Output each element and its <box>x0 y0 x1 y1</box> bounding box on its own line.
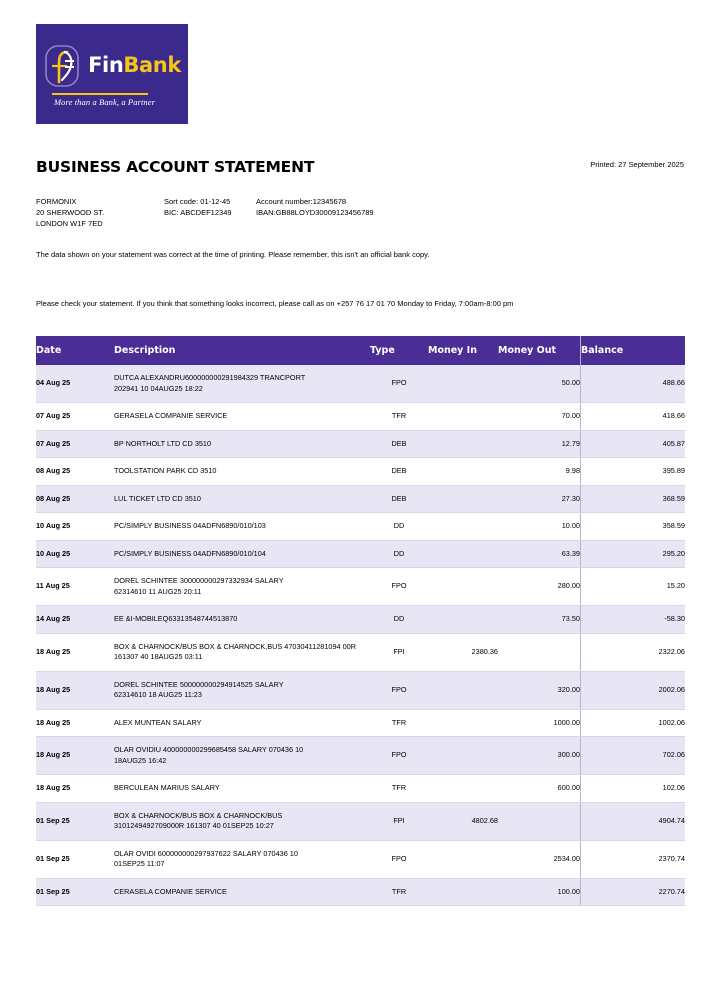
cell-type: FPO <box>370 840 428 878</box>
data-accuracy-notice: The data shown on your statement was correct at the time of printing. Please remember, this isn't an official bank copy. <box>36 250 430 259</box>
description-line-2: 62314610 18 AUG25 11:23 <box>114 690 202 699</box>
description-line-1: DOREL SCHINTEE 300000000297332934 SALARY <box>114 576 284 585</box>
cell-description <box>114 840 370 878</box>
cell-money-in <box>428 606 498 634</box>
account-number: Account number:12345678 <box>256 197 347 206</box>
table-row <box>36 633 685 671</box>
cell-money-in <box>428 430 498 458</box>
description-line-1: DOREL SCHINTEE 500000000294914525 SALARY <box>114 679 284 689</box>
logo-row <box>43 42 181 90</box>
cell-description <box>114 513 370 541</box>
table-row <box>36 840 685 878</box>
cell-money-in: 4802.68 <box>428 802 498 840</box>
cell-date: 18 Aug 25 <box>36 775 114 803</box>
cell-type: DD <box>370 513 428 541</box>
bic-row <box>164 207 504 218</box>
cell-description <box>114 485 370 513</box>
description-line-1: CERASELA COMPANIE SERVICE <box>114 886 227 896</box>
cell-money-in <box>428 458 498 486</box>
cell-money-in <box>428 365 498 403</box>
cell-balance: 15.20 <box>581 568 686 606</box>
cell-date: 07 Aug 25 <box>36 403 114 431</box>
cell-description <box>114 802 370 840</box>
table-row <box>36 606 685 634</box>
cell-description <box>114 775 370 803</box>
cell-balance: 4904.74 <box>581 802 686 840</box>
cell-balance: 2322.06 <box>581 633 686 671</box>
cell-date: 14 Aug 25 <box>36 606 114 634</box>
cell-description <box>114 671 370 709</box>
address-line-2: LONDON W1F 7ED <box>36 219 103 228</box>
cell-date: 08 Aug 25 <box>36 485 114 513</box>
table-row <box>36 737 685 775</box>
cell-type: FPO <box>370 671 428 709</box>
customer-address <box>36 196 164 229</box>
table-row <box>36 568 685 606</box>
cell-money-out: 1000.00 <box>498 709 581 737</box>
cell-date: 18 Aug 25 <box>36 671 114 709</box>
table-row <box>36 513 685 541</box>
cell-money-in <box>428 513 498 541</box>
description-line-1: PC/SIMPLY BUSINESS 04ADFN6890/010/104 <box>114 548 266 558</box>
cell-balance: 418.66 <box>581 403 686 431</box>
table-row <box>36 802 685 840</box>
description-line-1: BOX & CHARNOCK/BUS BOX & CHARNOCK/BUS <box>114 810 283 820</box>
description-line-1: TOOLSTATION PARK CD 3510 <box>114 466 217 475</box>
cell-description <box>114 737 370 775</box>
bank-logo <box>36 24 188 124</box>
description-line-1: OLAR OVIDI 600000000297937622 SALARY 070436 10 <box>114 848 298 858</box>
cell-balance: 702.06 <box>581 737 686 775</box>
logo-divider <box>52 93 148 95</box>
cell-date: 18 Aug 25 <box>36 633 114 671</box>
column-header-balance: Balance <box>581 336 686 365</box>
cell-money-out: 300.00 <box>498 737 581 775</box>
cell-money-out: 70.00 <box>498 403 581 431</box>
column-header-date: Date <box>36 336 114 365</box>
cell-balance: 488.66 <box>581 365 686 403</box>
cell-date: 18 Aug 25 <box>36 737 114 775</box>
table-row <box>36 775 685 803</box>
account-info <box>36 196 504 229</box>
cell-date: 04 Aug 25 <box>36 365 114 403</box>
cell-money-in <box>428 671 498 709</box>
stylized-f-monogram-icon <box>43 42 83 90</box>
cell-balance: 2370.74 <box>581 840 686 878</box>
logo-tagline: More than a Bank, a Partner <box>54 96 156 107</box>
cell-type: FPI <box>370 633 428 671</box>
table-row <box>36 709 685 737</box>
logo-wordmark <box>88 55 181 76</box>
cell-money-out: 73.50 <box>498 606 581 634</box>
cell-date: 18 Aug 25 <box>36 709 114 737</box>
cell-money-out <box>498 802 581 840</box>
cell-money-out: 9.98 <box>498 458 581 486</box>
contact-notice: Please check your statement. If you think that something looks incorrect, please call as on +257 76 17 01 70 Monday to Friday, 7:00am-8:00 pm <box>36 299 514 308</box>
cell-money-out: 63.39 <box>498 540 581 568</box>
cell-description <box>114 633 370 671</box>
cell-money-out: 280.00 <box>498 568 581 606</box>
table-header-row <box>36 336 685 365</box>
cell-description <box>114 568 370 606</box>
cell-type: FPI <box>370 802 428 840</box>
cell-date: 08 Aug 25 <box>36 458 114 486</box>
description-line-2: 18AUG25 16:42 <box>114 755 167 765</box>
transactions-table <box>36 336 685 906</box>
description-line-1: DUTCA ALEXANDRU600000000291984329 TRANCPORT <box>114 373 306 382</box>
cell-type: TFR <box>370 775 428 803</box>
cell-balance: 2270.74 <box>581 878 686 906</box>
description-line-1: EE &I-MOBILEQ63313548744513870 <box>114 614 238 623</box>
iban-code: IBAN:GB88LOYD30009123456789 <box>256 208 374 217</box>
cell-balance: 295.20 <box>581 540 686 568</box>
cell-type: DEB <box>370 430 428 458</box>
cell-type: DEB <box>370 458 428 486</box>
column-header-money-out: Money Out <box>498 336 581 365</box>
cell-money-out: 100.00 <box>498 878 581 906</box>
cell-money-in <box>428 737 498 775</box>
bic-code: BIC: ABCDEF12349 <box>164 208 232 217</box>
cell-money-out: 12.79 <box>498 430 581 458</box>
cell-balance: 368.59 <box>581 485 686 513</box>
description-line-1: BOX & CHARNOCK/BUS BOX & CHARNOCK,BUS 47030411281094 00R <box>114 641 356 651</box>
customer-name: FORMONIX <box>36 197 77 206</box>
account-identifiers <box>164 196 504 229</box>
cell-description <box>114 606 370 634</box>
cell-money-in <box>428 775 498 803</box>
cell-date: 11 Aug 25 <box>36 568 114 606</box>
description-line-1: OLAR OVIDIU 400000000299685458 SALARY 070436 10 <box>114 745 304 754</box>
description-line-2: 161307 40 18AUG25 03:11 <box>114 652 203 661</box>
description-line-1: ALEX MUNTEAN SALARY <box>114 717 202 727</box>
logo-name-part2: Bank <box>123 53 181 77</box>
cell-description <box>114 540 370 568</box>
cell-money-in <box>428 540 498 568</box>
cell-description <box>114 709 370 737</box>
cell-type: TFR <box>370 709 428 737</box>
cell-balance: 395.89 <box>581 458 686 486</box>
description-line-1: BP NORTHOLT LTD CD 3510 <box>114 438 212 448</box>
cell-description <box>114 430 370 458</box>
cell-type: FPO <box>370 737 428 775</box>
cell-type: FPO <box>370 365 428 403</box>
cell-description <box>114 365 370 403</box>
page-title: BUSINESS ACCOUNT STATEMENT <box>36 158 315 176</box>
description-line-2: 202941 10 04AUG25 18:22 <box>114 383 203 393</box>
cell-date: 01 Sep 25 <box>36 802 114 840</box>
cell-money-in <box>428 403 498 431</box>
description-line-1: PC/SIMPLY BUSINESS 04ADFN6890/010/103 <box>114 521 266 530</box>
cell-money-out <box>498 633 581 671</box>
cell-date: 07 Aug 25 <box>36 430 114 458</box>
cell-date: 01 Sep 25 <box>36 840 114 878</box>
cell-money-out: 50.00 <box>498 365 581 403</box>
cell-description <box>114 403 370 431</box>
column-header-type: Type <box>370 336 428 365</box>
cell-money-out: 10.00 <box>498 513 581 541</box>
cell-type: DD <box>370 540 428 568</box>
cell-balance: -58.30 <box>581 606 686 634</box>
description-line-2: 62314610 11 AUG25 20:11 <box>114 586 202 596</box>
column-header-description: Description <box>114 336 370 365</box>
table-row <box>36 485 685 513</box>
sort-code-row <box>164 196 504 207</box>
cell-balance: 358.59 <box>581 513 686 541</box>
description-line-1: BERCULEAN MARIUS SALARY <box>114 783 220 792</box>
table-row <box>36 403 685 431</box>
cell-money-in <box>428 840 498 878</box>
address-line-1: 20 SHERWOOD ST. <box>36 208 105 217</box>
cell-money-out: 2534.00 <box>498 840 581 878</box>
cell-type: TFR <box>370 403 428 431</box>
table-body <box>36 365 685 906</box>
cell-date: 10 Aug 25 <box>36 540 114 568</box>
cell-money-in <box>428 878 498 906</box>
table-row <box>36 365 685 403</box>
printed-date: Printed: 27 September 2025 <box>590 160 684 169</box>
cell-balance: 1002.06 <box>581 709 686 737</box>
cell-date: 10 Aug 25 <box>36 513 114 541</box>
cell-money-in <box>428 709 498 737</box>
cell-balance: 2002.06 <box>581 671 686 709</box>
cell-money-in: 2380.36 <box>428 633 498 671</box>
cell-description <box>114 458 370 486</box>
cell-type: TFR <box>370 878 428 906</box>
table-header <box>36 336 685 365</box>
description-line-1: GERASELA COMPANIE SERVICE <box>114 411 228 420</box>
table-row <box>36 671 685 709</box>
column-header-money-in: Money In <box>428 336 498 365</box>
table-row <box>36 430 685 458</box>
cell-money-out: 320.00 <box>498 671 581 709</box>
cell-type: DD <box>370 606 428 634</box>
cell-description <box>114 878 370 906</box>
cell-money-in <box>428 485 498 513</box>
cell-balance: 102.06 <box>581 775 686 803</box>
cell-balance: 405.87 <box>581 430 686 458</box>
cell-money-out: 600.00 <box>498 775 581 803</box>
cell-type: FPO <box>370 568 428 606</box>
cell-type: DEB <box>370 485 428 513</box>
table-row <box>36 540 685 568</box>
table-row <box>36 458 685 486</box>
table-row <box>36 878 685 906</box>
cell-money-out: 27.30 <box>498 485 581 513</box>
description-line-2: 3101249492709000R 161307 40 01SEP25 10:27 <box>114 821 274 830</box>
sort-code: Sort code: 01-12-45 <box>164 197 231 206</box>
description-line-2: 01SEP25 11:07 <box>114 859 165 868</box>
title-row <box>36 158 684 176</box>
logo-name-part1: Fin <box>88 53 124 77</box>
cell-date: 01 Sep 25 <box>36 878 114 906</box>
description-line-1: LUL TICKET LTD CD 3510 <box>114 493 201 503</box>
cell-money-in <box>428 568 498 606</box>
